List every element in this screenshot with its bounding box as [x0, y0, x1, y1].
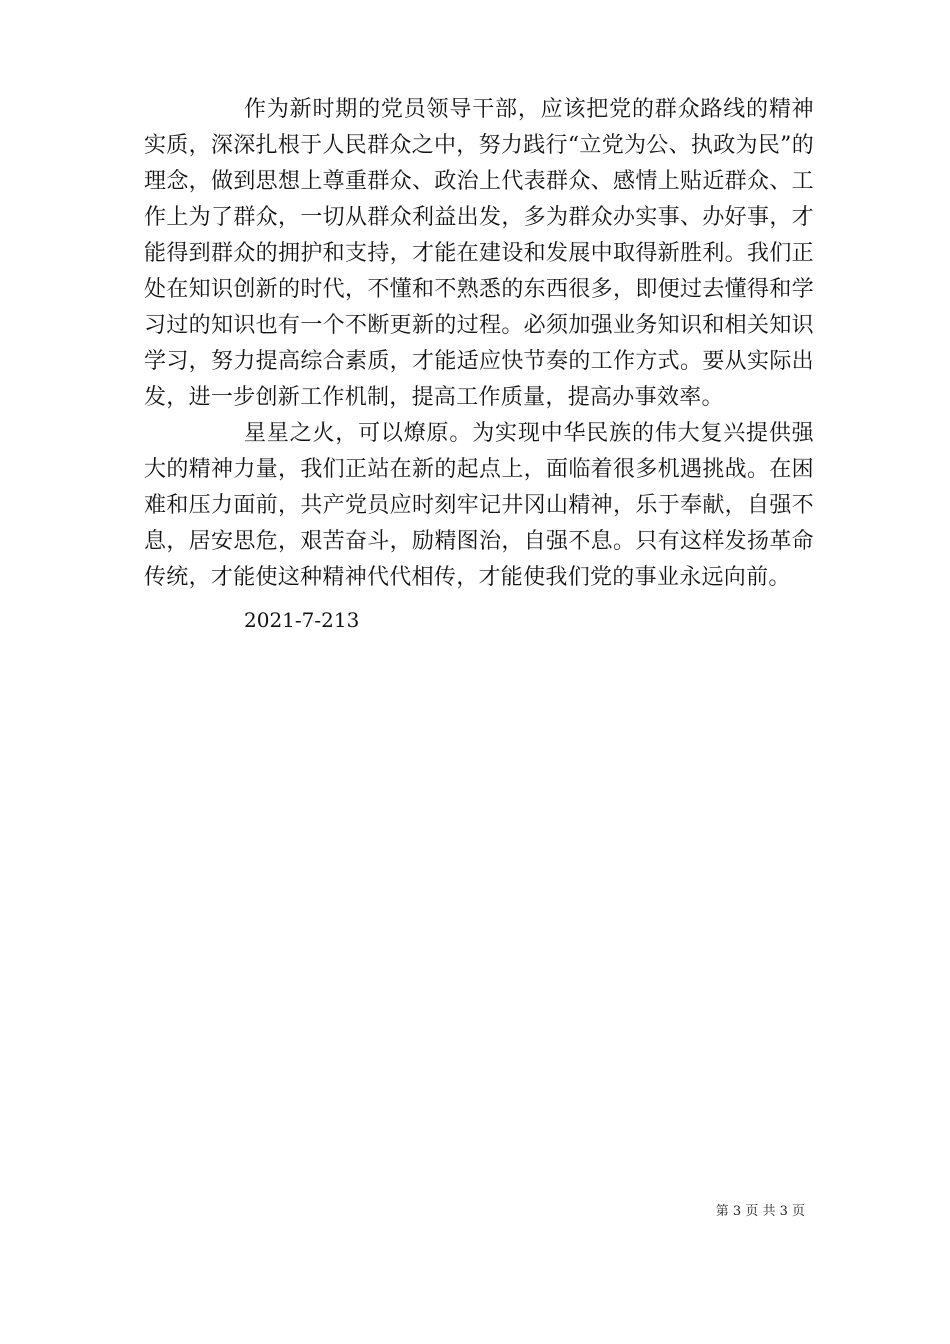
body-paragraph-2: 星星之火，可以燎原。为实现中华民族的伟大复兴提供强大的精神力量，我们正站在新的起点上，面临着很多机遇挑战。在困难和压力面前，共产党员应时刻牢记井冈山精神，乐于奉献，自强不息，居安思危，艰苦奋斗，励精图治，自强不息。只有这样发扬革命传统，才能使这种精神代代相传，才能使我们党的事业永远向前。: [144, 421, 814, 590]
page-footer: 第 3 页 共 3 页: [715, 1204, 805, 1219]
body-paragraph-1: 作为新时期的党员领导干部，应该把党的群众路线的精神实质，深深扎根于人民群众之中，努力践行“立党为公、执政为民”的理念，做到思想上尊重群众、政治上代表群众、感情上贴近群众、工作上为了群众，一切从群众利益出发，多为群众办实事、办好事，才能得到群众的拥护和支持，才能在建设和发展中取得新胜利。我们正处在知识创新的时代，不懂和不熟悉的东西很多，即便过去懂得和学习过的知识也有一个不断更新的过程。必须加强业务知识和相关知识学习，努力提高综合素质，才能适应快节奏的工作方式。要从实际出发，进一步创新工作机制，提高工作质量，提高办事效率。: [144, 97, 814, 410]
document-body: [144, 92, 814, 638]
document-date: 2021-7-213: [244, 608, 360, 632]
